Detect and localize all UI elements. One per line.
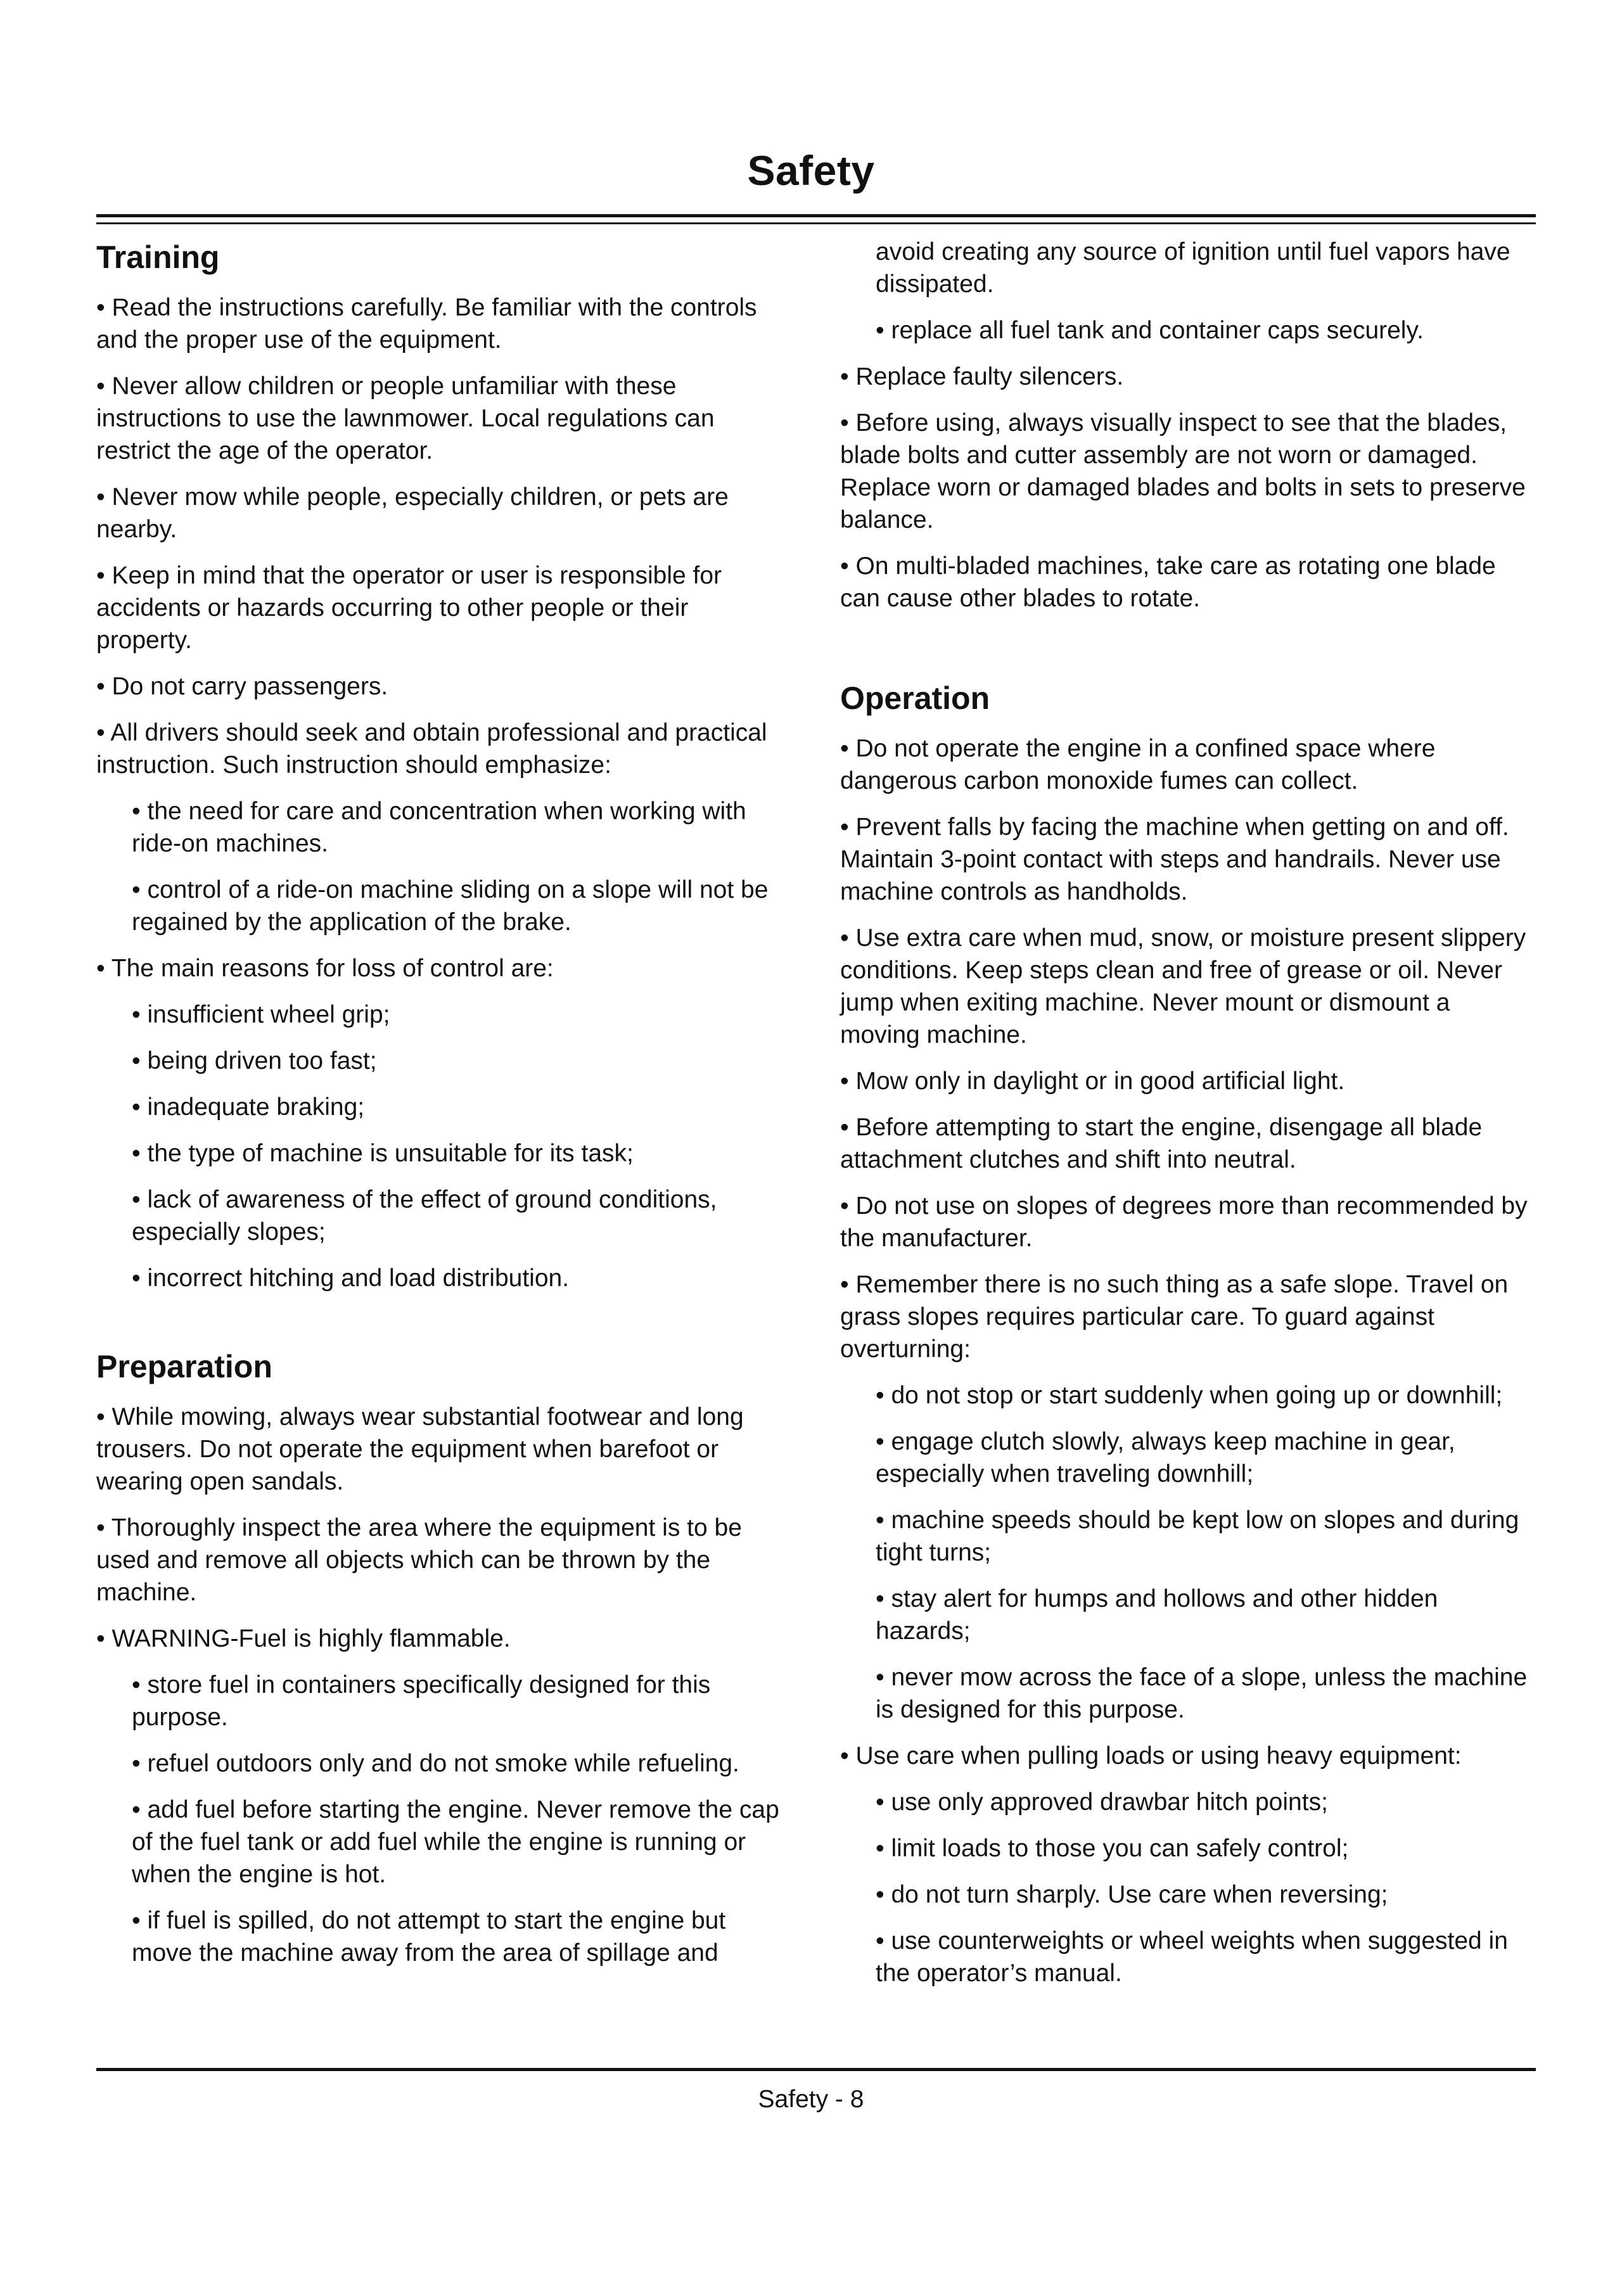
bullet-item: • Do not use on slopes of degrees more than recommended by the manufacturer. xyxy=(840,1192,1528,1252)
section-heading: Preparation xyxy=(96,1349,272,1384)
sub-bullet-item: • use only approved drawbar hitch points; xyxy=(876,1789,1328,1816)
bullet-item: • Before using, always visually inspect to see that the blades, blade bolts and cutter assembly are not worn or damaged. Replace worn or damaged blades and bolts in sets to preserve balance. xyxy=(840,409,1526,533)
bullet-item: • Remember there is no such thing as a safe slope. Travel on grass slopes requires particular care. To guard against overturning: xyxy=(840,1271,1509,1363)
left-column xyxy=(96,238,787,1983)
bullet-item: • Never allow children or people unfamiliar with these instructions to use the lawnmower. Local regulations can restrict the age of the operator. xyxy=(96,373,715,464)
bullet-item: • Never mow while people, especially children, or pets are nearby. xyxy=(96,483,729,543)
bullet-item: • Read the instructions carefully. Be familiar with the controls and the proper use of the equipment. xyxy=(96,294,757,354)
sub-bullet-item: • do not turn sharply. Use care when reversing; xyxy=(876,1881,1388,1908)
bullet-item: • Prevent falls by facing the machine when getting on and off. Maintain 3-point contact with steps and handrails. Never use machine controls as handholds. xyxy=(840,813,1509,905)
page-footer: Safety - 8 xyxy=(758,2086,864,2113)
sub-bullet-item: • add fuel before starting the engine. Never remove the cap of the fuel tank or add fuel while the engine is running or when the engine is hot. xyxy=(132,1796,779,1888)
page-title: Safety xyxy=(747,147,875,194)
sub-bullet-item: • stay alert for humps and hollows and other hidden hazards; xyxy=(876,1585,1438,1645)
bullet-item: • On multi-bladed machines, take care as rotating one blade can cause other blades to rotate. xyxy=(840,552,1496,612)
sub-bullet-item: • refuel outdoors only and do not smoke while refueling. xyxy=(132,1750,739,1777)
sub-bullet-item: • inadequate braking; xyxy=(132,1094,365,1121)
bullet-item: • Mow only in daylight or in good artificial light. xyxy=(840,1068,1345,1095)
sub-bullet-item: • replace all fuel tank and container caps securely. xyxy=(876,317,1424,344)
sub-bullet-item: • insufficient wheel grip; xyxy=(132,1001,390,1028)
sub-bullet-item: • machine speeds should be kept low on slopes and during tight turns; xyxy=(876,1507,1519,1566)
sub-bullet-item: • engage clutch slowly, always keep machine in gear, especially when traveling downhill; xyxy=(876,1428,1455,1488)
bullet-item: • WARNING-Fuel is highly flammable. xyxy=(96,1625,511,1652)
sub-bullet-item: • never mow across the face of a slope, unless the machine is designed for this purpose. xyxy=(876,1664,1528,1723)
sub-bullet-item: • do not stop or start suddenly when going up or downhill; xyxy=(876,1382,1503,1409)
sub-bullet-item: • control of a ride-on machine sliding on a slope will not be regained by the application of the brake. xyxy=(132,876,769,936)
footer-rule xyxy=(96,2068,1536,2071)
sub-bullet-item: • lack of awareness of the effect of ground conditions, especially slopes; xyxy=(132,1186,717,1246)
sub-bullet-item: avoid creating any source of ignition until fuel vapors have dissipated. xyxy=(876,238,1510,298)
bullet-item: • Use care when pulling loads or using heavy equipment: xyxy=(840,1742,1462,1770)
bullet-item: • Thoroughly inspect the area where the equipment is to be used and remove all objects which can be thrown by the machine. xyxy=(96,1514,742,1606)
bullet-item: • Do not operate the engine in a confined space where dangerous carbon monoxide fumes can collect. xyxy=(840,735,1436,794)
bullet-item: • Do not carry passengers. xyxy=(96,673,388,700)
sub-bullet-item: • the need for care and concentration when working with ride-on machines. xyxy=(132,798,746,857)
bullet-item: • The main reasons for loss of control are: xyxy=(96,955,554,982)
section-heading: Training xyxy=(96,239,220,275)
bullet-item: • Replace faulty silencers. xyxy=(840,363,1124,390)
bullet-item: • All drivers should seek and obtain professional and practical instruction. Such instruction should emphasize: xyxy=(96,719,767,779)
sub-bullet-item: • being driven too fast; xyxy=(132,1047,377,1075)
sub-bullet-item: • the type of machine is unsuitable for its task; xyxy=(132,1140,634,1167)
sub-bullet-item: • limit loads to those you can safely control; xyxy=(876,1835,1349,1862)
header-rule-thick xyxy=(96,214,1536,217)
bullet-item: • Keep in mind that the operator or user is responsible for accidents or hazards occurring to other people or their property. xyxy=(96,562,722,654)
right-column xyxy=(840,236,1531,2003)
sub-bullet-item: • if fuel is spilled, do not attempt to start the engine but move the machine away from the area of spillage and xyxy=(132,1907,726,1967)
sub-bullet-item: • incorrect hitching and load distribution. xyxy=(132,1265,570,1292)
sub-bullet-item: • store fuel in containers specifically designed for this purpose. xyxy=(132,1671,711,1731)
bullet-item: • While mowing, always wear substantial footwear and long trousers. Do not operate the equipment when barefoot or wearing open sandals. xyxy=(96,1403,744,1495)
sub-bullet-item: • use counterweights or wheel weights when suggested in the operator’s manual. xyxy=(876,1927,1508,1987)
header-rule-thin xyxy=(96,222,1536,224)
section-heading: Operation xyxy=(840,680,990,716)
bullet-item: • Use extra care when mud, snow, or moisture present slippery conditions. Keep steps clean and free of grease or oil. Never jump when exiting machine. Never mount or dismount a moving machine. xyxy=(840,924,1526,1049)
bullet-item: • Before attempting to start the engine, disengage all blade attachment clutches and shift into neutral. xyxy=(840,1114,1483,1173)
